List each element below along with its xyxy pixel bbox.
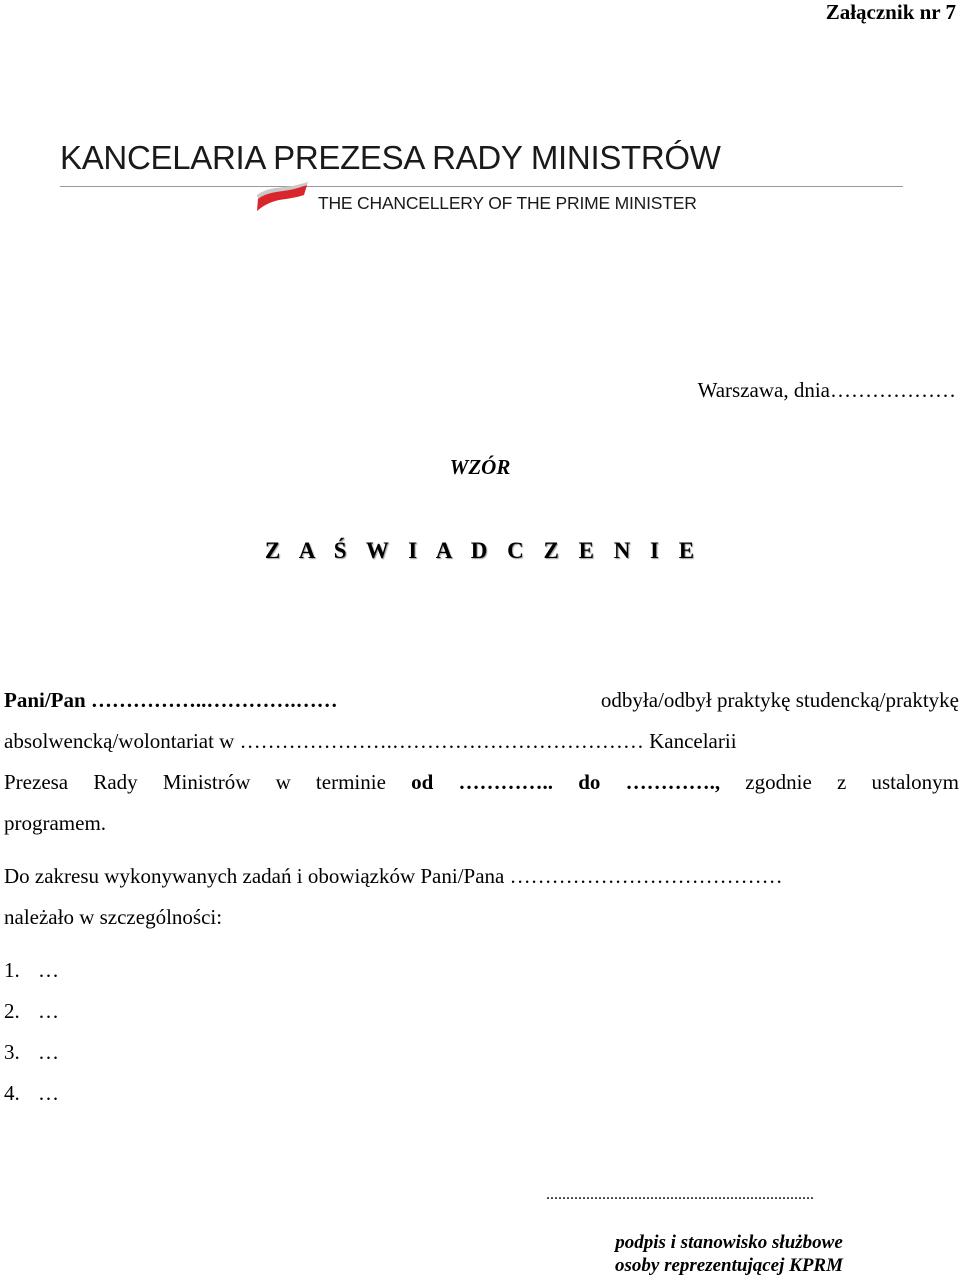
paragraph-line-4: programem. <box>4 811 107 835</box>
signature-caption <box>580 1231 878 1277</box>
department-field-text: absolwencką/wolontariat w ………………….……………………………… Kancelarii <box>4 729 737 753</box>
program-text: zgodnie z ustalonym <box>720 770 959 794</box>
logo-title-pl: KANCELARIA PREZESA RADY MINISTRÓW <box>60 139 721 176</box>
duties-list <box>4 950 59 1114</box>
document-title: Z A Ś W I A D C Z E N I E <box>264 538 702 563</box>
list-text: … <box>38 999 59 1023</box>
date-to-field: . do …………., <box>547 770 721 794</box>
list-number: 3. <box>4 1040 20 1064</box>
signature-line-1: podpis i stanowisko służbowe <box>615 1232 843 1253</box>
list-number: 2. <box>4 999 20 1023</box>
signature-line-2: osoby reprezentującej KPRM <box>615 1255 843 1276</box>
signature-dots: ................................................................... <box>546 1186 814 1203</box>
list-text: … <box>38 958 59 982</box>
list-item <box>4 950 59 991</box>
date-from-field: od …………. <box>411 770 548 794</box>
paragraph-line-2 <box>4 721 959 762</box>
internship-type-text: odbyła/odbył praktykę studencką/praktykę <box>600 688 959 712</box>
term-text: Prezesa Rady Ministrów w terminie <box>4 770 412 794</box>
template-label: WZÓR <box>449 455 511 479</box>
paragraph-duties <box>4 856 959 938</box>
white-red-flag-icon <box>254 181 310 218</box>
paragraph-line-3 <box>4 762 959 803</box>
annex-label: Załącznik nr 7 <box>825 0 956 24</box>
logo-title-en: THE CHANCELLERY OF THE PRIME MINISTER <box>318 193 697 213</box>
list-number: 1. <box>4 958 20 982</box>
list-item <box>4 1073 59 1114</box>
list-text: … <box>38 1081 59 1105</box>
pani-pan-field: Pani/Pan ……………..………….…… <box>4 688 338 712</box>
duties-text: Do zakresu wykonywanych zadań i obowiązków Pani/Pana ………………………………… <box>4 864 783 888</box>
duties-line-1 <box>4 856 959 897</box>
list-item <box>4 991 59 1032</box>
date-line: Warszawa, dnia……………… <box>697 378 956 402</box>
paragraph-line-1 <box>4 680 959 721</box>
logo-divider <box>60 186 903 187</box>
list-number: 4. <box>4 1081 20 1105</box>
list-item <box>4 1032 59 1073</box>
list-text: … <box>38 1040 59 1064</box>
paragraph-main <box>4 680 959 844</box>
duties-line-2: należało w szczególności: <box>4 905 223 929</box>
